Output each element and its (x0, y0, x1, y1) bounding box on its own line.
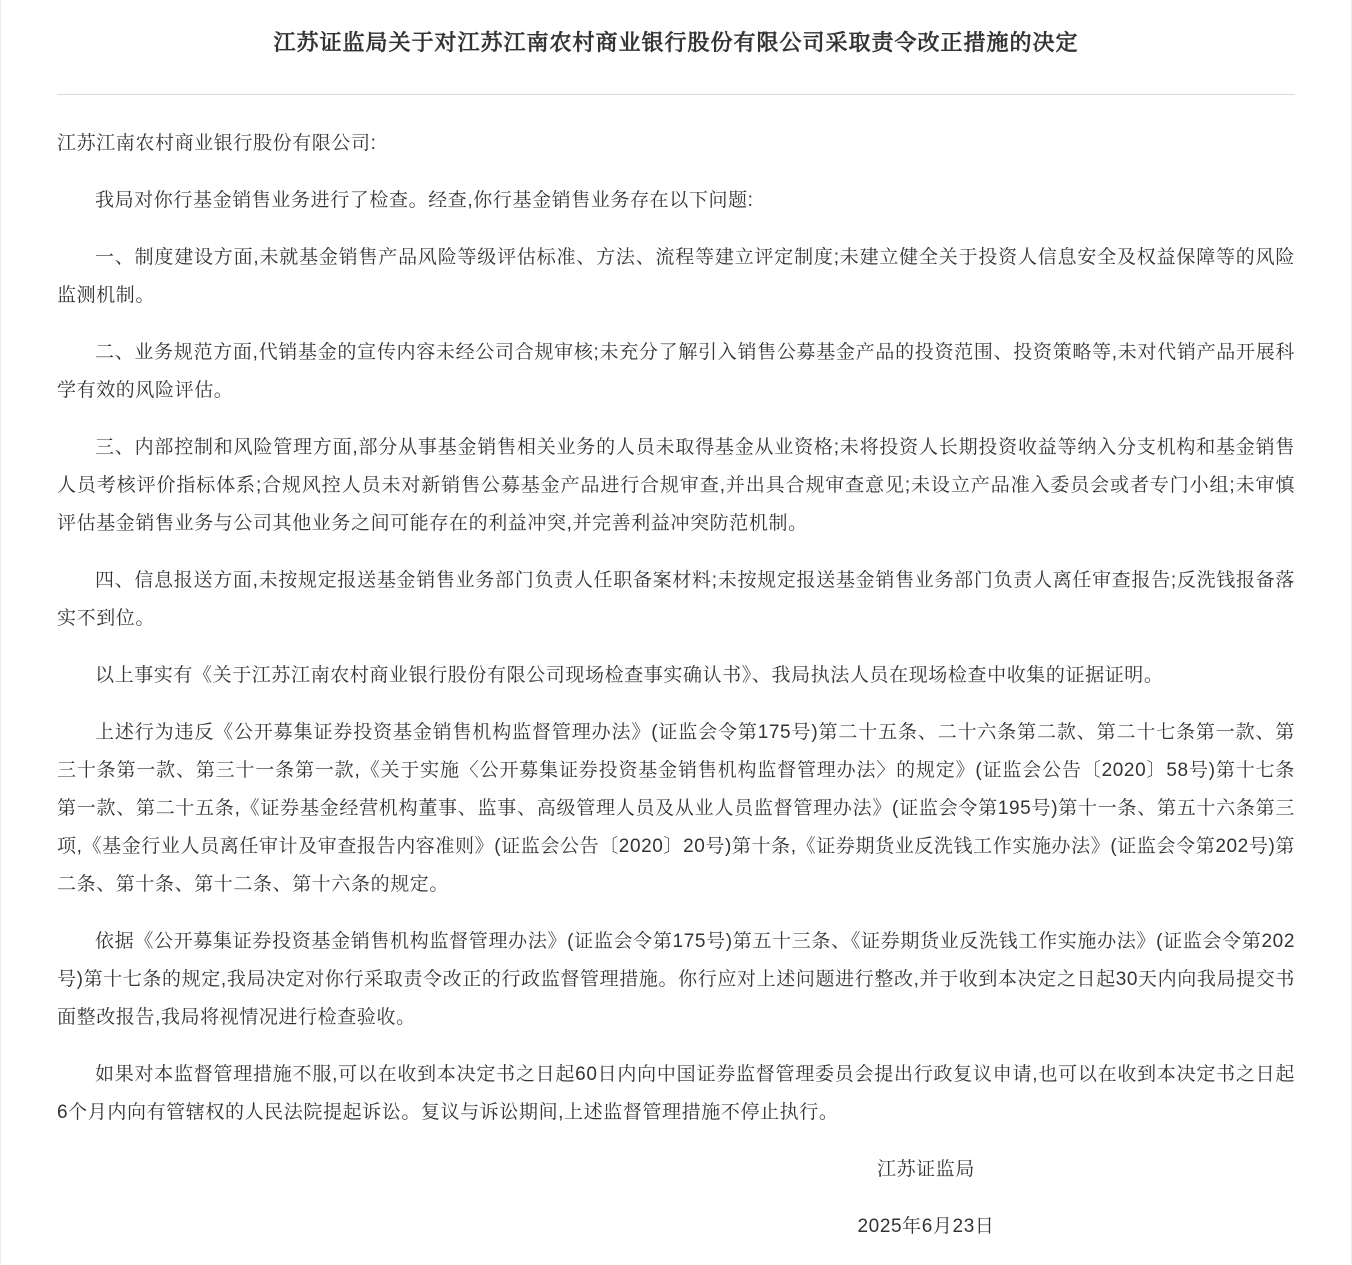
paragraph-evidence: 以上事实有《关于江苏江南农村商业银行股份有限公司现场检查事实确认书》、我局执法人员在现场检查中收集的证据证明。 (95, 664, 1164, 686)
paragraph-issue-3: 三、内部控制和风险管理方面,部分从事基金销售相关业务的人员未取得基金从业资格;未将投资人长期投资收益等纳入分支机构和基金销售人员考核评价指标体系;合规风控人员未对新销售公募基金产品进行合规审查,并出具合规审查意见;未设立产品准入委员会或者专门小组;未审慎评估基金销售业务与公司其他业务之间可能存在的利益冲突,并完善利益冲突防范机制。 (57, 436, 1295, 534)
paragraph-violations: 上述行为违反《公开募集证券投资基金销售机构监督管理办法》(证监会令第175号)第二十五条、二十六条第二款、第二十七条第一款、第三十条第一款、第三十一条第一款,《关于实施〈公开募集证券投资基金销售机构监督管理办法〉的规定》(证监会公告〔2020〕58号)第十七条第一款、第二十五条,《证券基金经营机构董事、监事、高级管理人员及从业人员监督管理办法》(证监会令第195号)第十一条、第五十六条第三项,《基金行业人员离任审计及审查报告内容准则》(证监会公告〔2020〕20号)第十条,《证券期货业反洗钱工作实施办法》(证监会令第202号)第二条、第十条、第十二条、第十六条的规定。 (57, 721, 1295, 895)
paragraph-decision: 依据《公开募集证券投资基金销售机构监督管理办法》(证监会令第175号)第五十三条、《证券期货业反洗钱工作实施办法》(证监会令第202号)第十七条的规定,我局决定对你行采取责令改正的行政监督管理措施。你行应对上述问题进行整改,并于收到本决定之日起30天内向我局提交书面整改报告,我局将视情况进行检查验收。 (57, 930, 1295, 1028)
page-title: 江苏证监局关于对江苏江南农村商业银行股份有限公司采取责令改正措施的决定 (273, 29, 1079, 55)
paragraph-issue-1: 一、制度建设方面,未就基金销售产品风险等级评估标准、方法、流程等建立评定制度;未建立健全关于投资人信息安全及权益保障等的风险监测机制。 (57, 246, 1295, 306)
paragraph-issue-2: 二、业务规范方面,代销基金的宣传内容未经公司合规审核;未充分了解引入销售公募基金产品的投资范围、投资策略等,未对代销产品开展科学有效的风险评估。 (57, 341, 1295, 401)
paragraph-intro: 我局对你行基金销售业务进行了检查。经查,你行基金销售业务存在以下问题: (95, 189, 754, 211)
issuing-authority: 江苏证监局 (876, 1158, 975, 1180)
title-divider (57, 94, 1295, 95)
salutation: 江苏江南农村商业银行股份有限公司: (57, 132, 377, 154)
issue-date: 2025年6月23日 (857, 1215, 995, 1237)
paragraph-issue-4: 四、信息报送方面,未按规定报送基金销售业务部门负责人任职备案材料;未按规定报送基金销售业务部门负责人离任审查报告;反洗钱报备落实不到位。 (57, 569, 1295, 629)
paragraph-appeal-rights: 如果对本监督管理措施不服,可以在收到本决定书之日起60日内向中国证券监督管理委员会提出行政复议申请,也可以在收到本决定书之日起6个月内向有管辖权的人民法院提起诉讼。复议与诉讼期间,上述监督管理措施不停止执行。 (57, 1063, 1295, 1123)
signature-block (776, 1151, 1076, 1246)
document-body (57, 125, 1295, 1246)
